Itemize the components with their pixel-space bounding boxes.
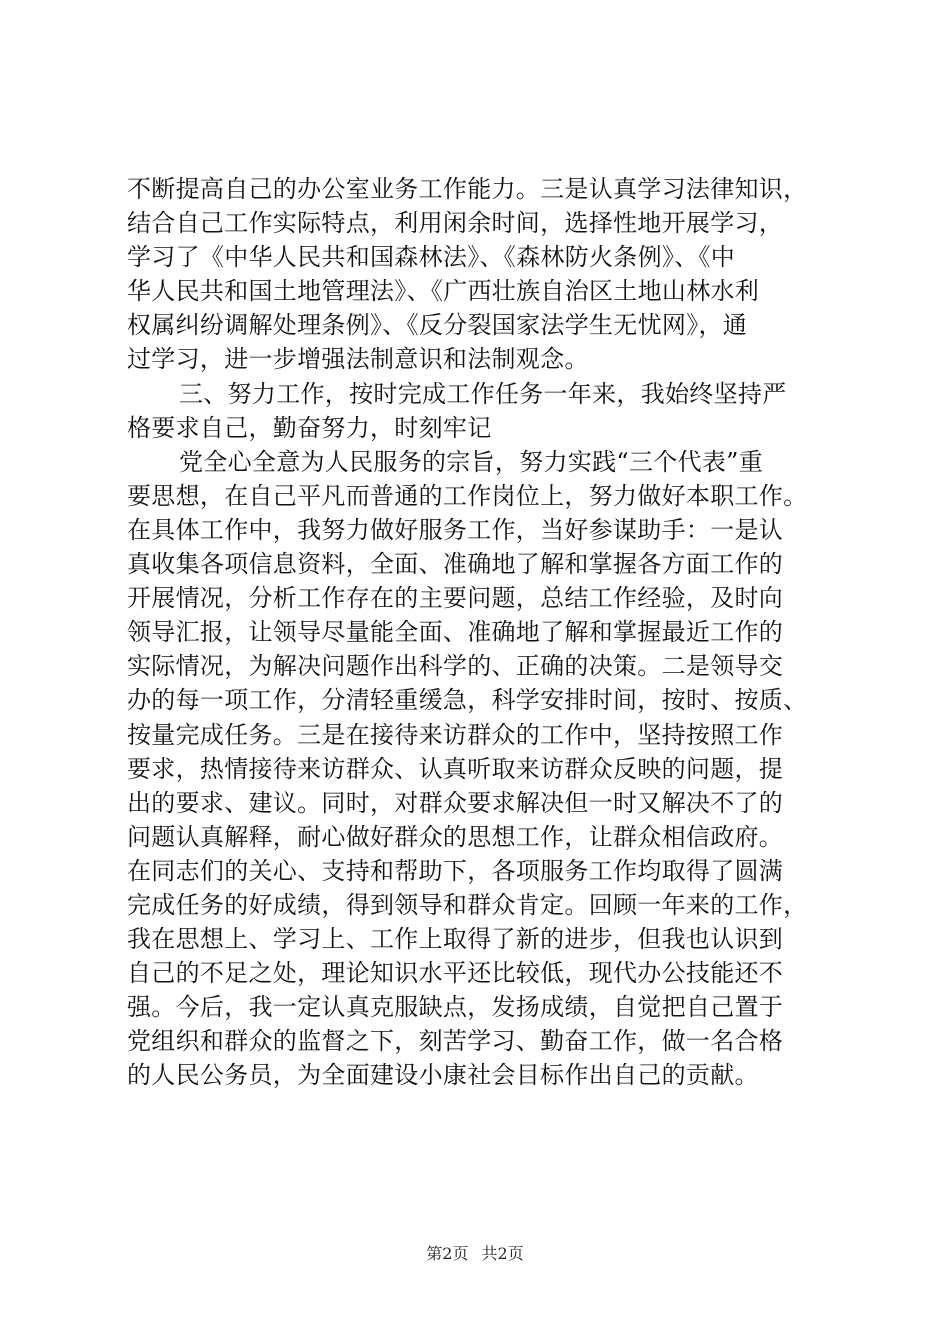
text-line: 过学习，进一步增强法制意识和法制观念。 <box>127 345 589 374</box>
text-line: 领导汇报，让领导尽量能全面、准确地了解和掌握最近工作的 <box>127 618 784 647</box>
page-total: 共2页 <box>481 1244 524 1263</box>
text-line: 的人民公务员，为全面建设小康社会目标作出自己的贡献。 <box>127 1061 759 1090</box>
text-line: 开展情况，分析工作存在的主要问题，总结工作经验，及时向 <box>127 584 784 613</box>
page-footer <box>0 1244 950 1264</box>
text-line: 我在思想上、学习上、工作上取得了新的进步，但我也认识到 <box>127 925 784 954</box>
text-line: 自己的不足之处，理论知识水平还比较低，现代办公技能还不 <box>127 959 784 988</box>
text-line: 出的要求、建议。同时，对群众要求解决但一时又解决不了的 <box>127 788 784 817</box>
text-line: 实际情况，为解决问题作出科学的、正确的决策。二是领导交 <box>127 652 784 681</box>
paragraph-start-line: 党全心全意为人民服务的宗旨，努力实践“三个代表”重 <box>179 447 764 476</box>
text-line: 不断提高自己的办公室业务工作能力。三是认真学习法律知识， <box>127 175 808 203</box>
text-line: 按量完成任务。三是在接待来访群众的工作中，坚持按照工作 <box>127 720 784 749</box>
text-line: 强。今后，我一定认真克服缺点，发扬成绩，自觉把自己置于 <box>127 993 784 1022</box>
text-line: 办的每一项工作，分清轻重缓急，科学安排时间，按时、按质、 <box>127 686 808 715</box>
section-heading-line: 三、努力工作，按时完成工作任务一年来，我始终坚持严 <box>179 379 787 408</box>
text-line: 党组织和群众的监督之下，刻苦学习、勤奋工作，做一名合格 <box>127 1027 784 1056</box>
document-body <box>127 172 847 1093</box>
text-line: 格要求自己，勤奋努力，时刻牢记 <box>127 413 492 442</box>
text-line: 要求，热情接待来访群众、认真听取来访群众反映的问题，提 <box>127 754 784 783</box>
text-line: 学习了《中华人民共和国森林法》、《森林防火条例》、《中 <box>127 243 736 272</box>
text-line: 在同志们的关心、支持和帮助下，各项服务工作均取得了圆满 <box>127 856 784 885</box>
text-line: 华人民共和国土地管理法》、《广西壮族自治区土地山林水利 <box>127 277 760 306</box>
text-line: 在具体工作中，我努力做好服务工作，当好参谋助手：一是认 <box>127 515 784 544</box>
text-line: 结合自己工作实际特点，利用闲余时间，选择性地开展学习， <box>127 209 784 238</box>
text-line: 权属纠纷调解处理条例》、《反分裂国家法学生无忧网》，通 <box>127 311 748 340</box>
text-line: 问题认真解释，耐心做好群众的思想工作，让群众相信政府。 <box>127 822 784 851</box>
page-number: 第2页 <box>426 1244 469 1263</box>
text-line: 真收集各项信息资料，全面、准确地了解和掌握各方面工作的 <box>127 550 784 579</box>
text-line: 要思想，在自己平凡而普通的工作岗位上，努力做好本职工作。 <box>127 481 808 510</box>
text-line: 完成任务的好成绩，得到领导和群众肯定。回顾一年来的工作， <box>127 890 808 919</box>
